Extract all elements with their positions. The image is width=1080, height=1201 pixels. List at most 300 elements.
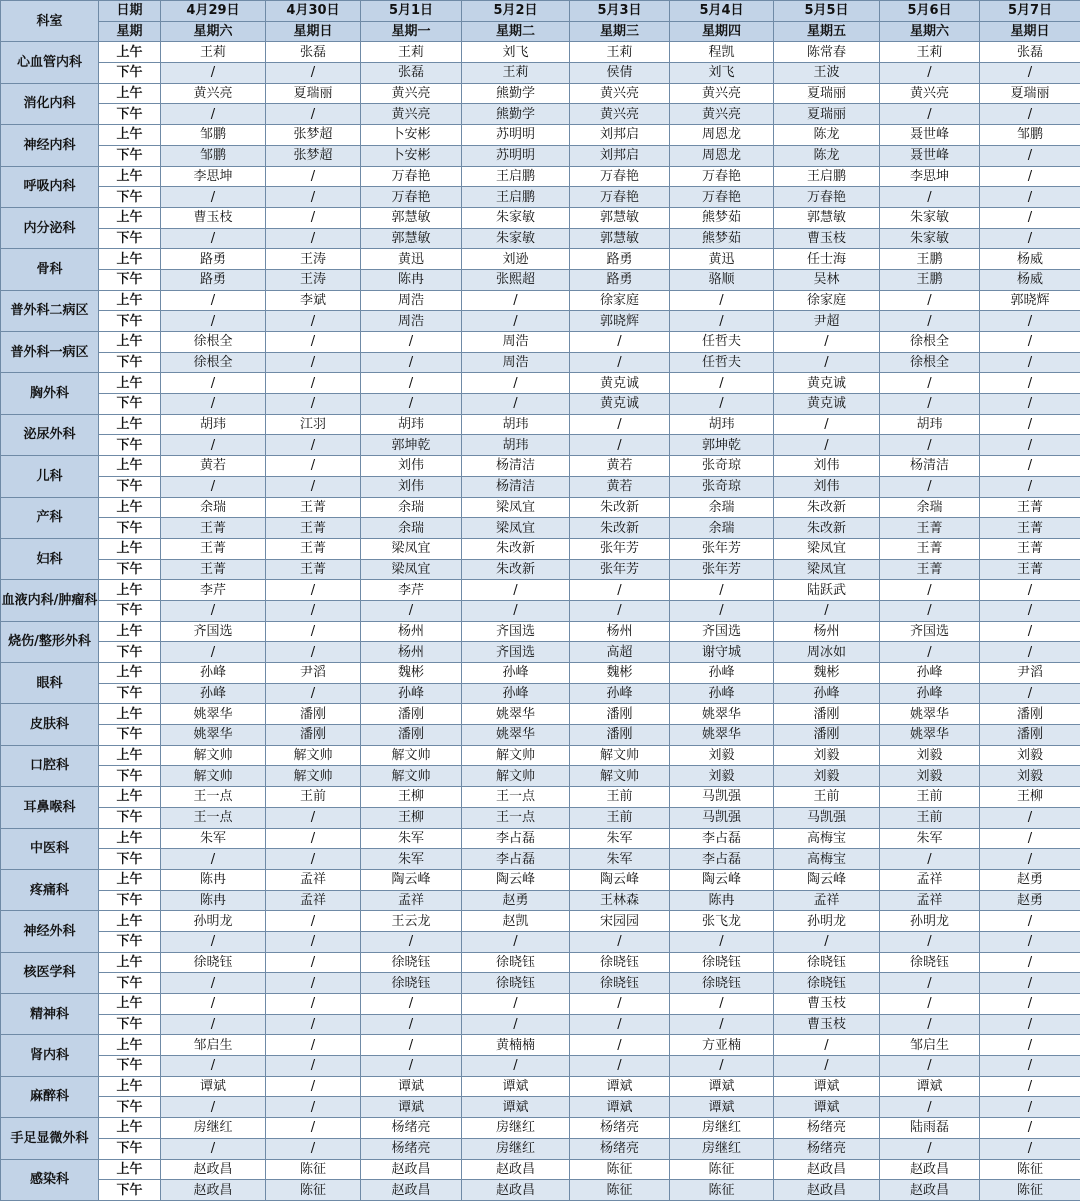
doctor-cell: 胡玮 xyxy=(361,414,462,435)
schedule-row-am xyxy=(1,373,1080,394)
doctor-cell: / xyxy=(880,373,980,394)
doctor-cell: 姚翠华 xyxy=(462,725,570,746)
doctor-cell: 王前 xyxy=(880,807,980,828)
schedule-row-pm xyxy=(1,849,1080,870)
doctor-cell: 周浩 xyxy=(361,311,462,332)
doctor-cell: 路勇 xyxy=(161,269,266,290)
doctor-cell: / xyxy=(880,849,980,870)
schedule-row-pm xyxy=(1,766,1080,787)
department-name: 心血管内科 xyxy=(1,42,99,83)
doctor-cell: / xyxy=(980,931,1080,952)
doctor-cell: 徐根全 xyxy=(161,332,266,353)
doctor-cell: 刘毅 xyxy=(774,766,880,787)
doctor-cell: 李占磊 xyxy=(462,849,570,870)
date-header: 5月7日 xyxy=(980,1,1080,22)
doctor-cell: 陈冉 xyxy=(670,890,774,911)
doctor-cell: 卜安彬 xyxy=(361,125,462,146)
doctor-cell: 陈冉 xyxy=(161,890,266,911)
doctor-cell: 杨清洁 xyxy=(462,456,570,477)
doctor-cell: 孟祥 xyxy=(361,890,462,911)
doctor-cell: 姚翠华 xyxy=(462,704,570,725)
schedule-row-pm xyxy=(1,559,1080,580)
doctor-cell: 程凯 xyxy=(670,42,774,63)
doctor-cell: 解文帅 xyxy=(266,745,361,766)
doctor-cell: / xyxy=(980,1118,1080,1139)
doctor-cell: / xyxy=(266,63,361,84)
doctor-cell: 赵政昌 xyxy=(361,1180,462,1201)
period-label: 上午 xyxy=(99,621,161,642)
doctor-cell: 谭斌 xyxy=(361,1076,462,1097)
doctor-cell: 路勇 xyxy=(570,249,670,270)
doctor-cell: 刘邦启 xyxy=(570,125,670,146)
doctor-cell: / xyxy=(361,994,462,1015)
doctor-cell: 齐国选 xyxy=(462,621,570,642)
doctor-cell: 谭斌 xyxy=(570,1076,670,1097)
dept-column-header: 科室 xyxy=(1,1,99,42)
doctor-cell: 黄楠楠 xyxy=(462,1035,570,1056)
weekday-header: 星期六 xyxy=(880,21,980,42)
schedule-row-am xyxy=(1,207,1080,228)
department-name: 麻醉科 xyxy=(1,1076,99,1117)
doctor-cell: 姚翠华 xyxy=(880,725,980,746)
doctor-cell: 谭斌 xyxy=(880,1076,980,1097)
doctor-cell: 陈征 xyxy=(266,1159,361,1180)
doctor-cell: 王云龙 xyxy=(361,911,462,932)
doctor-cell: 李思坤 xyxy=(161,166,266,187)
schedule-row-am xyxy=(1,580,1080,601)
doctor-cell: / xyxy=(980,145,1080,166)
doctor-cell: 马凯强 xyxy=(774,807,880,828)
doctor-cell: 曹玉枝 xyxy=(774,228,880,249)
doctor-cell: 赵政昌 xyxy=(462,1159,570,1180)
schedule-row-am xyxy=(1,663,1080,684)
doctor-cell: 邹鹏 xyxy=(161,145,266,166)
doctor-cell: 宋园园 xyxy=(570,911,670,932)
doctor-cell: 李占磊 xyxy=(462,828,570,849)
period-label: 上午 xyxy=(99,704,161,725)
doctor-cell: / xyxy=(774,414,880,435)
doctor-cell: / xyxy=(880,600,980,621)
doctor-cell: 刘毅 xyxy=(880,766,980,787)
doctor-cell: 刘毅 xyxy=(670,745,774,766)
doctor-cell: 孙峰 xyxy=(361,683,462,704)
doctor-cell: 王菁 xyxy=(880,538,980,559)
doctor-cell: 陈征 xyxy=(670,1180,774,1201)
doctor-cell: 姚翠华 xyxy=(161,725,266,746)
doctor-cell: / xyxy=(670,994,774,1015)
doctor-cell: 杨绪亮 xyxy=(361,1118,462,1139)
doctor-cell: 万春艳 xyxy=(670,166,774,187)
doctor-cell: 黄克诚 xyxy=(570,394,670,415)
schedule-row-pm xyxy=(1,931,1080,952)
doctor-cell: 陶云峰 xyxy=(774,869,880,890)
period-label: 上午 xyxy=(99,497,161,518)
doctor-cell: 熊勤学 xyxy=(462,104,570,125)
schedule-row-am xyxy=(1,414,1080,435)
doctor-cell: 万春艳 xyxy=(361,166,462,187)
doctor-cell: 潘刚 xyxy=(774,725,880,746)
period-label: 下午 xyxy=(99,849,161,870)
doctor-cell: 姚翠华 xyxy=(161,704,266,725)
doctor-cell: 邹启生 xyxy=(880,1035,980,1056)
doctor-cell: 张年芳 xyxy=(670,559,774,580)
doctor-cell: / xyxy=(462,373,570,394)
doctor-cell: 吴林 xyxy=(774,269,880,290)
doctor-cell: / xyxy=(161,228,266,249)
period-label: 下午 xyxy=(99,559,161,580)
doctor-cell: / xyxy=(880,394,980,415)
doctor-cell: 陶云峰 xyxy=(570,869,670,890)
doctor-cell: / xyxy=(980,683,1080,704)
schedule-row-pm xyxy=(1,352,1080,373)
doctor-cell: / xyxy=(980,1035,1080,1056)
doctor-cell: / xyxy=(980,1014,1080,1035)
doctor-cell: 王菁 xyxy=(266,497,361,518)
doctor-cell: / xyxy=(774,1035,880,1056)
doctor-cell: 卜安彬 xyxy=(361,145,462,166)
doctor-cell: 刘伟 xyxy=(361,456,462,477)
schedule-row-am xyxy=(1,249,1080,270)
doctor-cell: 谭斌 xyxy=(670,1076,774,1097)
doctor-cell: / xyxy=(980,228,1080,249)
doctor-cell: 梁凤宜 xyxy=(774,538,880,559)
doctor-cell: 夏瑞丽 xyxy=(774,104,880,125)
doctor-cell: 黄若 xyxy=(161,456,266,477)
schedule-row-pm xyxy=(1,518,1080,539)
doctor-cell: / xyxy=(462,600,570,621)
doctor-cell: 朱家敏 xyxy=(462,207,570,228)
period-label: 下午 xyxy=(99,269,161,290)
doctor-cell: 潘刚 xyxy=(361,704,462,725)
doctor-cell: 潘刚 xyxy=(570,725,670,746)
weekday-header: 星期五 xyxy=(774,21,880,42)
doctor-cell: 陈冉 xyxy=(361,269,462,290)
period-label: 下午 xyxy=(99,1097,161,1118)
doctor-cell: 胡玮 xyxy=(670,414,774,435)
doctor-cell: 赵政昌 xyxy=(361,1159,462,1180)
doctor-cell: 刘飞 xyxy=(670,63,774,84)
department-name: 普外科一病区 xyxy=(1,332,99,373)
doctor-cell: 解文帅 xyxy=(266,766,361,787)
doctor-cell: 黄兴亮 xyxy=(670,104,774,125)
doctor-cell: 杨绪亮 xyxy=(774,1138,880,1159)
doctor-cell: / xyxy=(670,311,774,332)
date-header: 4月29日 xyxy=(161,1,266,22)
doctor-cell: / xyxy=(570,435,670,456)
schedule-row-am xyxy=(1,1076,1080,1097)
doctor-cell: 朱改新 xyxy=(774,497,880,518)
schedule-row-pm xyxy=(1,683,1080,704)
doctor-cell: 骆顺 xyxy=(670,269,774,290)
doctor-cell: / xyxy=(980,166,1080,187)
weekday-header: 星期二 xyxy=(462,21,570,42)
doctor-cell: 解文帅 xyxy=(361,766,462,787)
department-name: 产科 xyxy=(1,497,99,538)
doctor-cell: 周浩 xyxy=(361,290,462,311)
doctor-cell: 孙明龙 xyxy=(880,911,980,932)
date-header: 4月30日 xyxy=(266,1,361,22)
doctor-cell: 万春艳 xyxy=(774,187,880,208)
doctor-cell: 孙峰 xyxy=(161,683,266,704)
department-name: 消化内科 xyxy=(1,83,99,124)
doctor-cell: 朱军 xyxy=(570,849,670,870)
doctor-cell: 赵勇 xyxy=(980,869,1080,890)
doctor-cell: / xyxy=(161,1138,266,1159)
doctor-cell: / xyxy=(161,187,266,208)
doctor-cell: / xyxy=(880,104,980,125)
doctor-cell: / xyxy=(161,311,266,332)
doctor-cell: 杨绪亮 xyxy=(570,1138,670,1159)
doctor-cell: 尹滔 xyxy=(266,663,361,684)
doctor-cell: / xyxy=(161,435,266,456)
doctor-cell: 房继红 xyxy=(670,1118,774,1139)
doctor-cell: / xyxy=(980,311,1080,332)
doctor-cell: 陆跃武 xyxy=(774,580,880,601)
doctor-cell: 朱军 xyxy=(161,828,266,849)
doctor-cell: 苏明明 xyxy=(462,125,570,146)
doctor-cell: / xyxy=(266,1097,361,1118)
doctor-cell: / xyxy=(266,1118,361,1139)
schedule-row-pm xyxy=(1,63,1080,84)
doctor-cell: 杨清洁 xyxy=(880,456,980,477)
doctor-cell: / xyxy=(462,580,570,601)
doctor-cell: 孙峰 xyxy=(670,683,774,704)
doctor-cell: / xyxy=(980,332,1080,353)
doctor-cell: 赵政昌 xyxy=(880,1159,980,1180)
doctor-cell: / xyxy=(880,580,980,601)
doctor-cell: 张奇琼 xyxy=(670,456,774,477)
doctor-cell: 张飞龙 xyxy=(670,911,774,932)
doctor-cell: / xyxy=(462,290,570,311)
schedule-row-pm xyxy=(1,1180,1080,1201)
doctor-cell: 王波 xyxy=(774,63,880,84)
schedule-row-pm xyxy=(1,187,1080,208)
doctor-cell: 解文帅 xyxy=(161,766,266,787)
doctor-cell: / xyxy=(980,414,1080,435)
doctor-cell: / xyxy=(266,973,361,994)
doctor-cell: / xyxy=(266,828,361,849)
department-name: 妇科 xyxy=(1,538,99,579)
date-header: 5月3日 xyxy=(570,1,670,22)
doctor-cell: / xyxy=(980,207,1080,228)
schedule-row-pm xyxy=(1,642,1080,663)
department-name: 眼科 xyxy=(1,663,99,704)
doctor-cell: 刘逊 xyxy=(462,249,570,270)
doctor-cell: 徐晓钰 xyxy=(462,952,570,973)
doctor-cell: 姚翠华 xyxy=(670,704,774,725)
period-label: 上午 xyxy=(99,911,161,932)
doctor-cell: / xyxy=(266,166,361,187)
doctor-cell: / xyxy=(266,600,361,621)
doctor-cell: 朱改新 xyxy=(774,518,880,539)
schedule-row-am xyxy=(1,745,1080,766)
doctor-cell: 邹启生 xyxy=(161,1035,266,1056)
doctor-cell: 王鹏 xyxy=(880,269,980,290)
department-name: 感染科 xyxy=(1,1159,99,1200)
doctor-cell: 谢守城 xyxy=(670,642,774,663)
doctor-cell: / xyxy=(980,621,1080,642)
doctor-cell: / xyxy=(774,352,880,373)
period-label: 下午 xyxy=(99,890,161,911)
doctor-cell: / xyxy=(880,1014,980,1035)
doctor-cell: 黄兴亮 xyxy=(361,83,462,104)
doctor-cell: / xyxy=(161,1056,266,1077)
doctor-cell: 尹超 xyxy=(774,311,880,332)
doctor-cell: / xyxy=(980,952,1080,973)
doctor-cell: / xyxy=(462,1014,570,1035)
doctor-cell: 张奇琼 xyxy=(670,476,774,497)
doctor-cell: / xyxy=(980,1076,1080,1097)
doctor-cell: / xyxy=(161,1014,266,1035)
doctor-cell: 王菁 xyxy=(161,538,266,559)
doctor-cell: 潘刚 xyxy=(774,704,880,725)
doctor-cell: / xyxy=(266,435,361,456)
doctor-cell: 王柳 xyxy=(361,787,462,808)
doctor-cell: 高梅宝 xyxy=(774,849,880,870)
doctor-cell: / xyxy=(161,394,266,415)
date-label: 日期 xyxy=(99,1,161,22)
doctor-cell: 梁凤宜 xyxy=(774,559,880,580)
doctor-cell: 路勇 xyxy=(570,269,670,290)
period-label: 上午 xyxy=(99,83,161,104)
doctor-cell: 任哲夫 xyxy=(670,352,774,373)
doctor-cell: 孙峰 xyxy=(570,683,670,704)
department-name: 耳鼻喉科 xyxy=(1,787,99,828)
doctor-cell: 赵政昌 xyxy=(161,1180,266,1201)
doctor-cell: 陈征 xyxy=(570,1180,670,1201)
doctor-cell: / xyxy=(361,1014,462,1035)
doctor-cell: 黄若 xyxy=(570,476,670,497)
doctor-cell: 徐晓钰 xyxy=(880,952,980,973)
doctor-cell: 谭斌 xyxy=(570,1097,670,1118)
doctor-cell: 徐晓钰 xyxy=(670,952,774,973)
doctor-cell: 王一点 xyxy=(462,807,570,828)
doctor-cell: 陈征 xyxy=(980,1180,1080,1201)
doctor-cell: 王前 xyxy=(570,807,670,828)
doctor-cell: / xyxy=(570,352,670,373)
doctor-cell: 马凯强 xyxy=(670,807,774,828)
department-name: 内分泌科 xyxy=(1,207,99,248)
doctor-cell: / xyxy=(980,435,1080,456)
period-label: 上午 xyxy=(99,745,161,766)
schedule-row-pm xyxy=(1,435,1080,456)
doctor-cell: / xyxy=(570,580,670,601)
period-label: 上午 xyxy=(99,994,161,1015)
doctor-cell: 黄兴亮 xyxy=(570,83,670,104)
doctor-cell: 孙峰 xyxy=(462,663,570,684)
doctor-cell: 侯倩 xyxy=(570,63,670,84)
schedule-row-am xyxy=(1,42,1080,63)
doctor-cell: 梁凤宜 xyxy=(361,538,462,559)
period-label: 上午 xyxy=(99,828,161,849)
doctor-cell: / xyxy=(880,973,980,994)
doctor-cell: / xyxy=(266,456,361,477)
department-name: 泌尿外科 xyxy=(1,414,99,455)
doctor-cell: 郭慧敏 xyxy=(361,207,462,228)
doctor-cell: / xyxy=(361,352,462,373)
period-label: 下午 xyxy=(99,1138,161,1159)
period-label: 下午 xyxy=(99,1014,161,1035)
period-label: 上午 xyxy=(99,249,161,270)
doctor-cell: / xyxy=(462,994,570,1015)
doctor-cell: 孟祥 xyxy=(266,869,361,890)
doctor-cell: / xyxy=(266,1138,361,1159)
doctor-cell: 解文帅 xyxy=(570,745,670,766)
schedule-row-am xyxy=(1,1035,1080,1056)
doctor-cell: 王柳 xyxy=(361,807,462,828)
period-label: 上午 xyxy=(99,580,161,601)
period-label: 上午 xyxy=(99,663,161,684)
doctor-cell: 陈征 xyxy=(570,1159,670,1180)
weekday-header: 星期三 xyxy=(570,21,670,42)
department-name: 骨科 xyxy=(1,249,99,290)
period-label: 下午 xyxy=(99,518,161,539)
doctor-cell: 孙峰 xyxy=(161,663,266,684)
doctor-cell: / xyxy=(980,63,1080,84)
period-label: 上午 xyxy=(99,125,161,146)
doctor-cell: / xyxy=(361,332,462,353)
doctor-cell: 陶云峰 xyxy=(670,869,774,890)
doctor-cell: / xyxy=(880,931,980,952)
doctor-cell: 张梦超 xyxy=(266,145,361,166)
doctor-cell: 曹玉枝 xyxy=(774,1014,880,1035)
doctor-cell: / xyxy=(266,228,361,249)
department-name: 烧伤/整形外科 xyxy=(1,621,99,662)
department-name: 胸外科 xyxy=(1,373,99,414)
doctor-cell: / xyxy=(361,1035,462,1056)
doctor-cell: 周冰如 xyxy=(774,642,880,663)
doctor-cell: 胡玮 xyxy=(462,414,570,435)
doctor-cell: 张磊 xyxy=(361,63,462,84)
doctor-cell: 郭慧敏 xyxy=(570,228,670,249)
doctor-cell: 赵凯 xyxy=(462,911,570,932)
doctor-cell: / xyxy=(266,911,361,932)
period-label: 上午 xyxy=(99,414,161,435)
doctor-cell: / xyxy=(462,311,570,332)
schedule-row-pm xyxy=(1,104,1080,125)
doctor-cell: 魏彬 xyxy=(570,663,670,684)
doctor-cell: 黄迅 xyxy=(361,249,462,270)
doctor-cell: / xyxy=(774,1056,880,1077)
doctor-cell: / xyxy=(161,973,266,994)
period-label: 下午 xyxy=(99,228,161,249)
doctor-cell: / xyxy=(670,394,774,415)
doctor-cell: 谭斌 xyxy=(774,1097,880,1118)
doctor-cell: / xyxy=(266,642,361,663)
doctor-cell: 房继红 xyxy=(462,1118,570,1139)
doctor-cell: 徐晓钰 xyxy=(670,973,774,994)
doctor-cell: 周恩龙 xyxy=(670,145,774,166)
doctor-cell: 黄兴亮 xyxy=(361,104,462,125)
doctor-cell: 杨绪亮 xyxy=(774,1118,880,1139)
doctor-cell: / xyxy=(266,207,361,228)
doctor-cell: / xyxy=(462,931,570,952)
doctor-cell: 梁凤宜 xyxy=(462,518,570,539)
doctor-cell: 齐国选 xyxy=(462,642,570,663)
doctor-cell: / xyxy=(980,456,1080,477)
doctor-cell: 王一点 xyxy=(462,787,570,808)
period-label: 上午 xyxy=(99,42,161,63)
schedule-row-pm xyxy=(1,269,1080,290)
doctor-cell: 陈征 xyxy=(980,1159,1080,1180)
doctor-cell: 徐根全 xyxy=(161,352,266,373)
doctor-cell: 王柳 xyxy=(980,787,1080,808)
doctor-cell: / xyxy=(670,580,774,601)
doctor-cell: / xyxy=(266,849,361,870)
doctor-cell: 方亚楠 xyxy=(670,1035,774,1056)
doctor-cell: / xyxy=(462,394,570,415)
doctor-cell: / xyxy=(361,373,462,394)
